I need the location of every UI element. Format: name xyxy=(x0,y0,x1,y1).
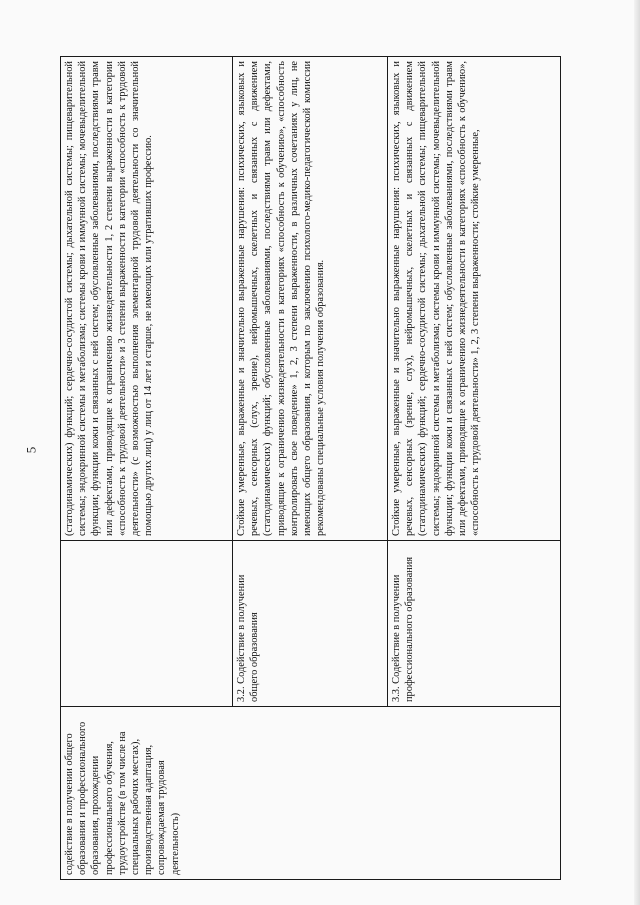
page-number: 5 xyxy=(23,446,39,454)
rotated-table-wrapper xyxy=(60,57,560,880)
criteria-cell: Стойкие умеренные, выраженные и значительно выраженные нарушения: психических, языковых и речевых, сенсорных (зрение, слух), нейромышечных, скелетных и связанных с движением (статодинамических) функций; сердечно-сосудистой системы; дыхательной системы; пищеварительной системы; эндокринной системы и метаболизма; системы крови и иммунной системы; мочевыделительной функции; функции кожи и связанных с ней систем; обусловленные заболеваниями, последствиями травм или дефектами, приводящие к ограничению жизнедеятельности в категориях «способность к обучению», «способность к трудовой деятельности» 1, 2, 3 степени выраженности; стойкие умеренные, xyxy=(388,57,561,541)
service-cell: 3.3. Содействие в получении профессионального образования xyxy=(388,541,561,707)
criteria-cell: (статодинамических) функций; сердечно-сосудистой системы; дыхательной системы; пищеварительной системы; эндокринной системы и метаболизма; системы крови и иммунной системы; мочевыделительной функции; функции кожи и связанных с ней систем; обусловленные заболеваниями, последствиями травм или дефектами, приводящие к ограничению жизнедеятельности 1, 2 степени выраженности в категории «способность к трудовой деятельности» и 3 степени выраженности в категории «способность к трудовой деятельности» (с возможностью выполнения элементарной трудовой деятельности со значительной помощью других лиц) у лиц от 14 лет и старше, не имеющих или утративших профессию. xyxy=(61,57,233,541)
scan-edge-shadow xyxy=(634,0,640,905)
table-row xyxy=(61,57,233,880)
service-group-cell: содействие в получении общего образования и профессионального образования, прохождении профессионального обучения, трудоустройстве (в том числе на специальных рабочих местах), производственная адаптация, сопровождаемая трудовая деятельность) xyxy=(61,707,561,880)
service-cell xyxy=(61,541,233,707)
rehabilitation-criteria-table xyxy=(60,56,561,880)
service-cell: 3.2. Содействие в получении общего образования xyxy=(233,541,388,707)
rotated-content-area xyxy=(60,57,560,880)
criteria-cell: Стойкие умеренные, выраженные и значительно выраженные нарушения: психических, языковых и речевых, сенсорных (слух, зрение), нейромышечных, скелетных и связанных с движением (статодинамических) функций; обусловленные заболеваниями, последствиями травм или дефектами, приводящие к ограничению жизнедеятельности в категориях «способность к обучению», «способность контролировать свое поведение» 1, 2, 3 степени выраженности, в различных сочетаниях у лиц, не имеющих общего образования, и которым по заключению психолого-медико-педагогической комиссии рекомендованы специальные условия получения образования. xyxy=(233,57,388,541)
